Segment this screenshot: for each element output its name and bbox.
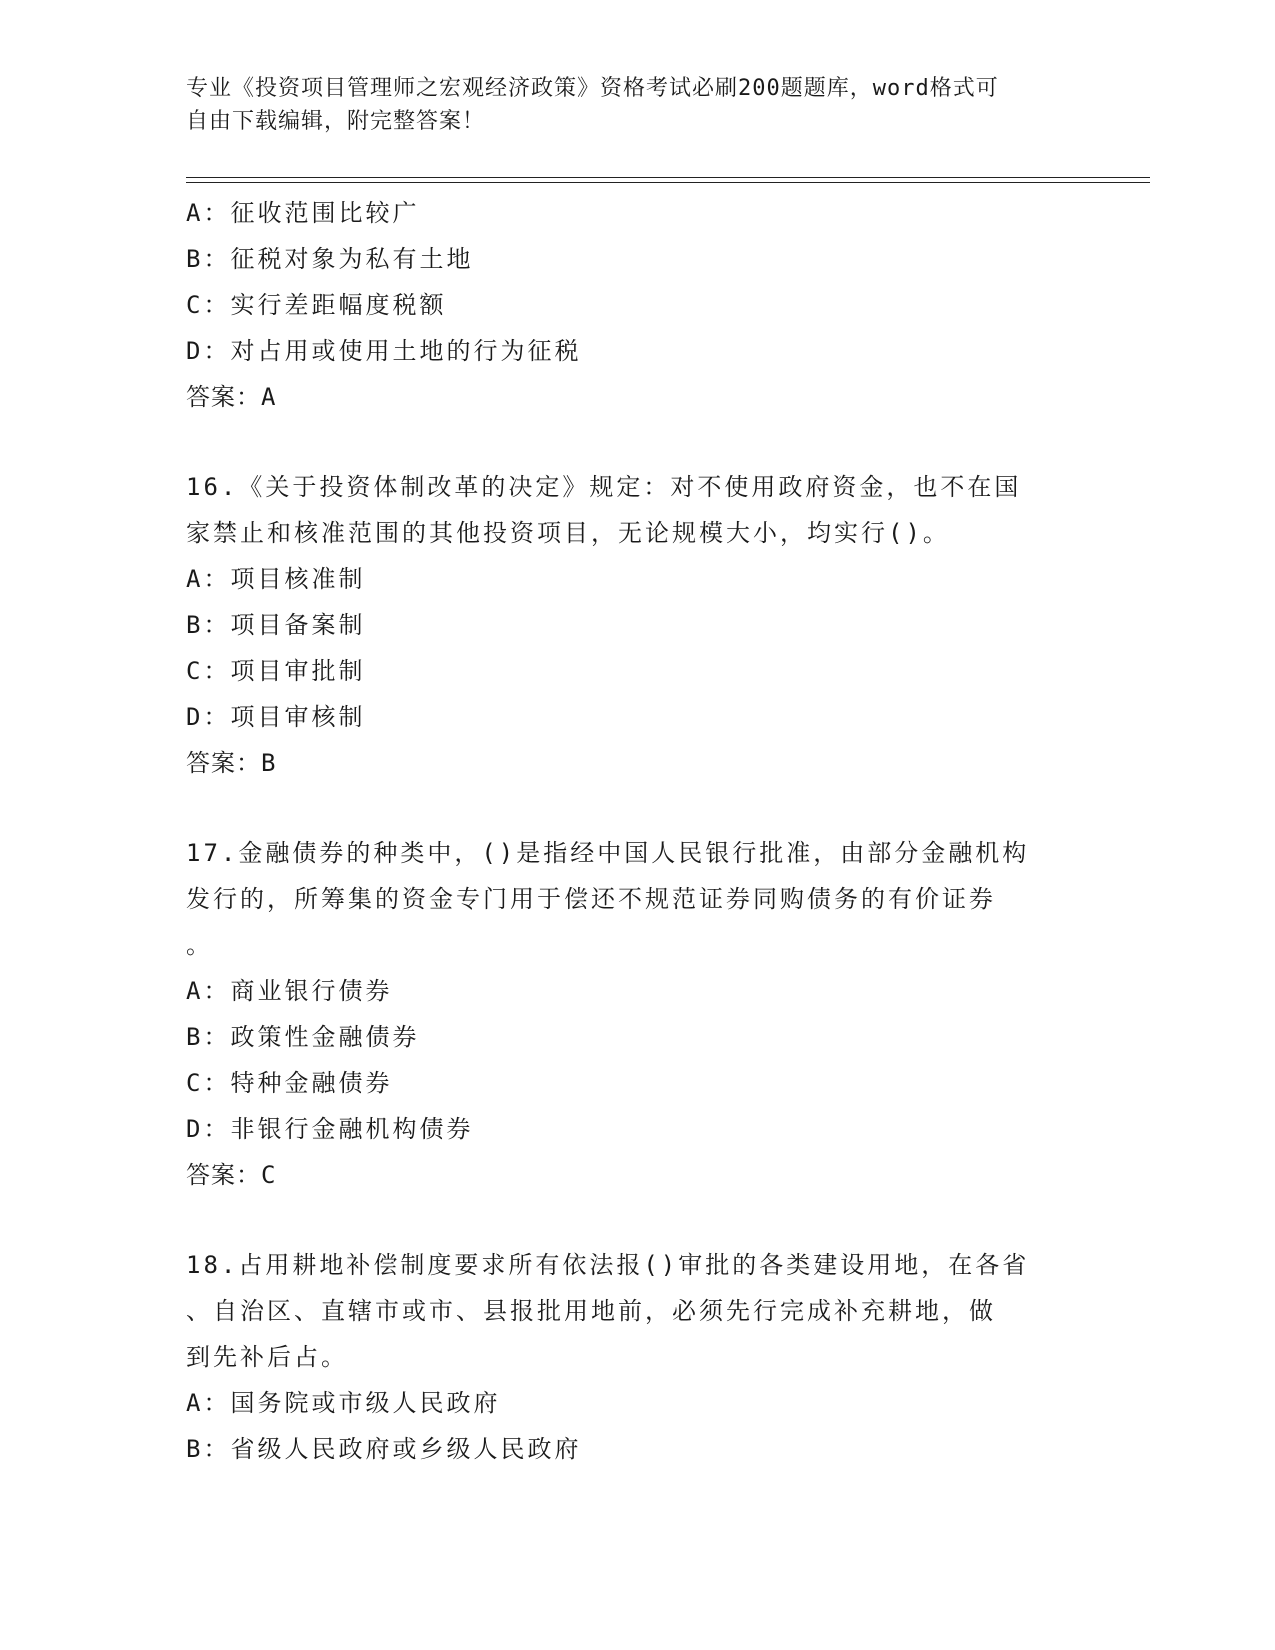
header-divider (186, 182, 1150, 183)
question-block-15 (186, 190, 1086, 420)
question-list (186, 190, 1086, 1472)
question-text-line: 18.占用耕地补偿制度要求所有依法报()审批的各类建设用地，在各省 (186, 1251, 1030, 1279)
option-line: C：特种金融债券 (186, 1069, 393, 1097)
option-line: B：政策性金融债券 (186, 1023, 420, 1051)
answer-line: 答案：C (186, 1161, 277, 1189)
question-text-line: 。 (186, 931, 213, 959)
block-gap (186, 1198, 1086, 1242)
question-text-line: 、自治区、直辖市或市、县报批用地前，必须先行完成补充耕地，做 (186, 1297, 996, 1325)
answer-line: 答案：A (186, 383, 277, 411)
option-line: D：对占用或使用土地的行为征税 (186, 337, 582, 365)
option-line: B：征税对象为私有土地 (186, 245, 474, 273)
header-divider (186, 177, 1150, 178)
option-line: C：项目审批制 (186, 657, 366, 685)
option-line: A：商业银行债券 (186, 977, 393, 1005)
question-block-17 (186, 830, 1086, 1198)
option-line: D：项目审核制 (186, 703, 366, 731)
option-line: A：项目核准制 (186, 565, 366, 593)
question-block-18 (186, 1242, 1086, 1472)
option-line: D：非银行金融机构债券 (186, 1115, 474, 1143)
option-line: B：省级人民政府或乡级人民政府 (186, 1435, 582, 1463)
header-line: 自由下载编辑，附完整答案！ (186, 109, 486, 134)
answer-line: 答案：B (186, 749, 277, 777)
question-block-16 (186, 464, 1086, 786)
question-text-line: 家禁止和核准范围的其他投资项目，无论规模大小，均实行()。 (186, 519, 950, 547)
option-line: A：国务院或市级人民政府 (186, 1389, 501, 1417)
option-line: C：实行差距幅度税额 (186, 291, 447, 319)
question-text-line: 16.《关于投资体制改革的决定》规定：对不使用政府资金，也不在国 (186, 473, 1022, 501)
option-line: A：征收范围比较广 (186, 199, 420, 227)
question-text-line: 到先补后占。 (186, 1343, 348, 1371)
option-line: B：项目备案制 (186, 611, 366, 639)
question-text-line: 17.金融债券的种类中，()是指经中国人民银行批准，由部分金融机构 (186, 839, 1030, 867)
block-gap (186, 786, 1086, 830)
block-gap (186, 420, 1086, 464)
document-header (186, 72, 1066, 138)
question-text-line: 发行的，所筹集的资金专门用于偿还不规范证券同购债务的有价证券 (186, 885, 996, 913)
header-line: 专业《投资项目管理师之宏观经济政策》资格考试必刷200题题库，word格式可 (186, 76, 999, 101)
